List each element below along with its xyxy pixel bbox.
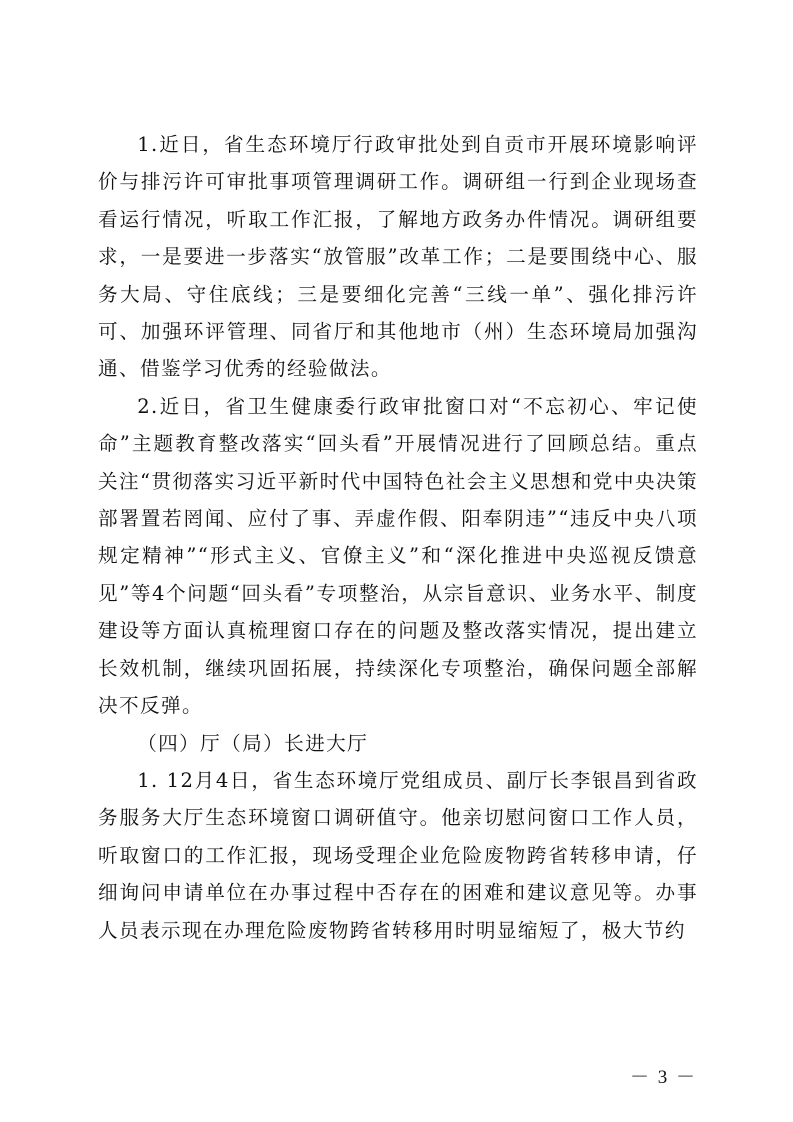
section-heading: （四）厅（局）长进大厅: [137, 731, 369, 755]
page-number: － 3 －: [629, 1067, 697, 1088]
document-body: [98, 126, 698, 949]
paragraph-2: 2.近日，省卫生健康委行政审批窗口对“不忘初心、牢记使命”主题教育整改落实“回头看”开展情况进行了回顾总结。重点关注“贯彻落实习近平新时代中国特色社会主义思想和党中央决策部署置若罔闻、应付了事、弄虚作假、阳奉阴违”“违反中央八项规定精神”“形式主义、官僚主义”和“深化推进中央巡视反馈意见”等4个问题“回头看”专项整治，从宗旨意识、业务水平、制度建设等方面认真梳理窗口存在的问题及整改落实情况，提出建立长效机制，继续巩固拓展，持续深化专项整治，确保问题全部解决不反弹。: [98, 394, 698, 718]
paragraph-3: 1. 12月4日，省生态环境厅党组成员、副厅长李银昌到省政务服务大厅生态环境窗口调研值守。他亲切慰问窗口工作人员，听取窗口的工作汇报，现场受理企业危险废物跨省转移申请，仔细询问申请单位在办事过程中否存在的困难和建议意见等。办事人员表示现在办理危险废物跨省转移用时明显缩短了，极大节约: [98, 768, 698, 942]
paragraph-1: 1.近日，省生态环境厅行政审批处到自贡市开展环境影响评价与排污许可审批事项管理调研工作。调研组一行到企业现场查看运行情况，听取工作汇报，了解地方政务办件情况。调研组要求，一是要进一步落实“放管服”改革工作；二是要围绕中心、服务大局、守住底线；三是要细化完善“三线一单”、强化排污许可、加强环评管理、同省厅和其他地市（州）生态环境局加强沟通、借鉴学习优秀的经验做法。: [98, 133, 698, 381]
